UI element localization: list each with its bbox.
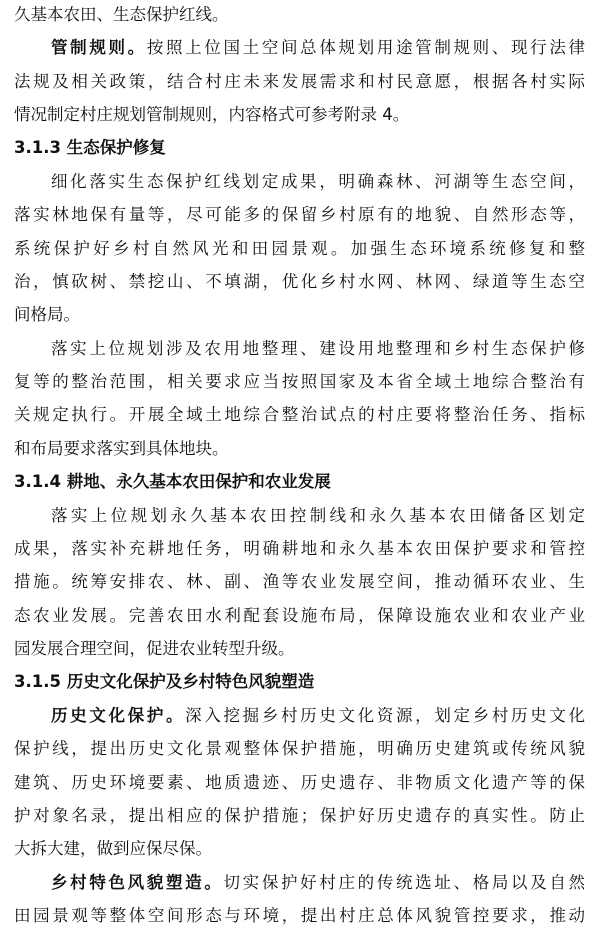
text-line: 落实上位规划涉及农用地整理、建设用地整理和乡村生态保护修	[51, 339, 585, 358]
section-heading: 3.1.4 耕地、永久基本农田保护和农业发展	[14, 472, 331, 491]
text-line: 情况制定村庄规划管制规则，内容格式可参考附录 4。	[14, 105, 410, 124]
text-line: 护对象名录，提出相应的保护措施；保护好历史遗存的真实性。防止	[14, 806, 585, 825]
text-line	[51, 872, 585, 894]
text-line: 关规定执行。开展全域土地综合整治试点的村庄要将整治任务、指标	[14, 405, 585, 424]
text-line: 落实林地保有量等，尽可能多的保留乡村原有的地貌、自然形态等，	[14, 205, 585, 224]
section-heading: 3.1.3 生态保护修复	[14, 138, 166, 157]
text-span: 深入挖掘乡村历史文化资源，划定乡村历史文化	[185, 706, 586, 725]
text-line: 系统保护好乡村自然风光和田园景观。加强生态环境系统修复和整	[14, 239, 585, 258]
text-line: 措施。统筹安排农、林、副、渔等农业发展空间，推动循环农业、生	[14, 572, 585, 591]
text-line: 田园景观等整体空间形态与环境，提出村庄总体风貌管控要求，推动	[14, 906, 585, 925]
text-line: 复等的整治范围，相关要求应当按照国家及本省全域土地综合整治有	[14, 372, 585, 391]
text-line	[51, 37, 585, 59]
text-line: 大拆大建，做到应保尽保。	[14, 839, 212, 858]
bold-lead: 历史文化保护。	[51, 706, 186, 725]
text-line: 态农业发展。完善农田水利配套设施布局，保障设施农业和农业产业	[14, 606, 585, 625]
text-line: 久基本农田、生态保护红线。	[14, 5, 229, 24]
bold-lead: 管制规则。	[51, 38, 147, 57]
text-line: 落实上位规划永久基本农田控制线和永久基本农田储备区划定	[51, 506, 585, 525]
text-line	[51, 705, 585, 727]
text-line: 建筑、历史环境要素、地质遗迹、历史遗存、非物质文化遗产等的保	[14, 773, 585, 792]
text-line: 保护线，提出历史文化景观整体保护措施，明确历史建筑或传统风貌	[14, 739, 585, 758]
text-span: 按照上位国土空间总体规划用途管制规则、现行法律	[146, 38, 586, 57]
text-line: 园发展合理空间，促进农业转型升级。	[14, 639, 295, 658]
text-line: 治，慎砍树、禁挖山、不填湖，优化乡村水网、林网、绿道等生态空	[14, 272, 585, 291]
text-line: 法规及相关政策，结合村庄未来发展需求和村民意愿，根据各村实际	[14, 72, 585, 91]
text-line: 和布局要求落实到具体地块。	[14, 439, 229, 458]
text-line: 细化落实生态保护红线划定成果，明确森林、河湖等生态空间，	[51, 172, 585, 191]
text-span: 切实保护好村庄的传统选址、格局以及自然	[223, 873, 586, 892]
text-line: 间格局。	[14, 305, 80, 324]
bold-lead: 乡村特色风貌塑造。	[51, 873, 224, 892]
text-line: 成果，落实补充耕地任务，明确耕地和永久基本农田保护要求和管控	[14, 539, 585, 558]
section-heading: 3.1.5 历史文化保护及乡村特色风貌塑造	[14, 672, 315, 691]
